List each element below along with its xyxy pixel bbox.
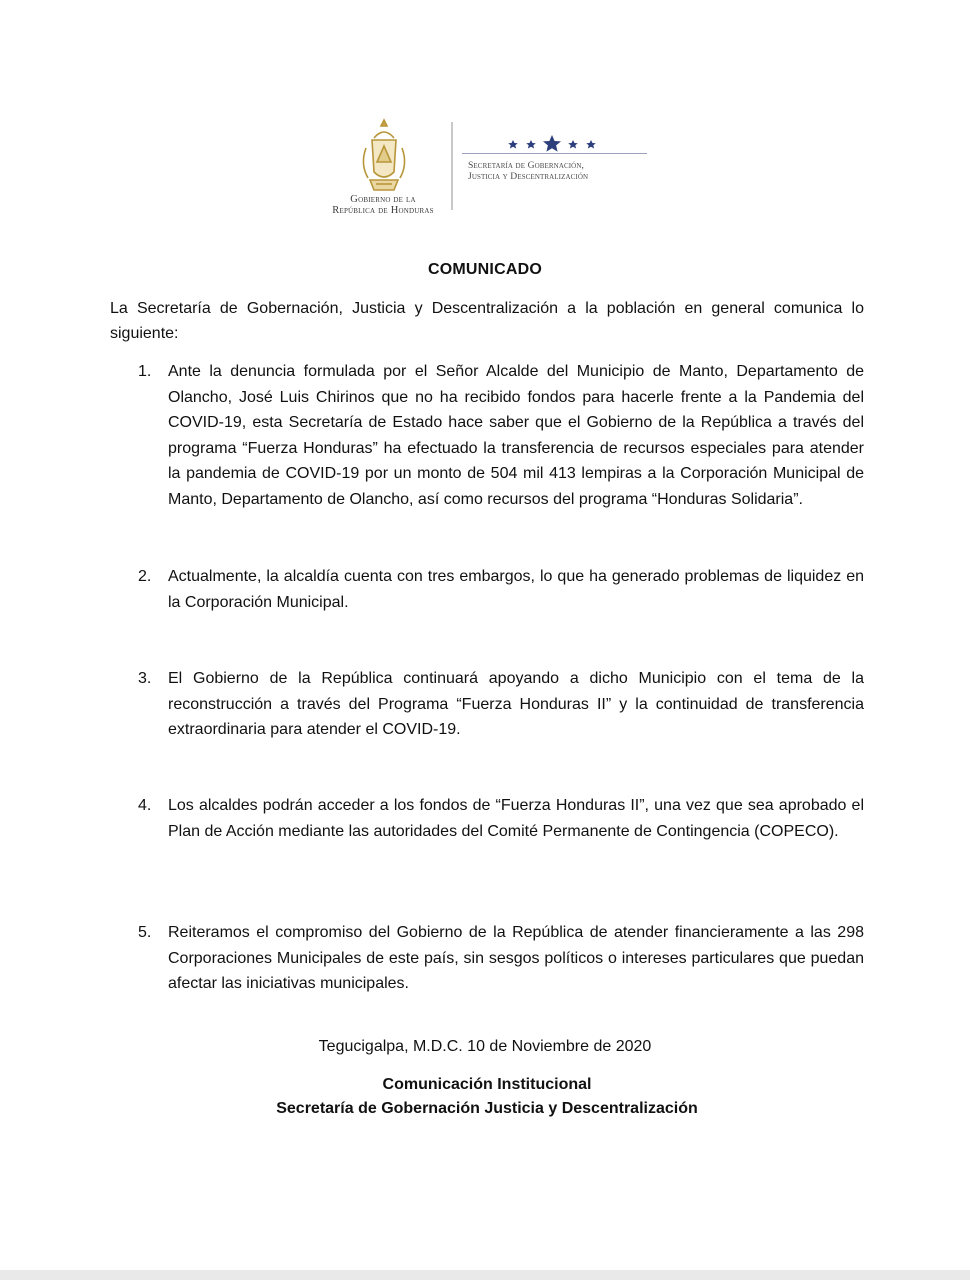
- coat-of-arms-icon: [356, 118, 412, 196]
- government-name: [318, 194, 448, 216]
- letterhead: [318, 110, 658, 220]
- star-icon: [508, 140, 518, 149]
- intro-paragraph: La Secretaría de Gobernación, Justicia y Descentralización a la población en general comunica lo siguiente:: [110, 300, 864, 342]
- stars-icon: [505, 134, 615, 154]
- list-item-number: 5.: [138, 924, 152, 941]
- list-item-text: Actualmente, la alcaldía cuenta con tres embargos, lo que ha generado problemas de liquidez en la Corporación Municipal.: [168, 568, 864, 611]
- list-item-number: 1.: [138, 363, 152, 380]
- signature-line1: Comunicación Institucional: [382, 1076, 592, 1093]
- page-bottom-edge: [0, 1270, 970, 1280]
- star-icon: [586, 140, 596, 149]
- star-icon: [568, 140, 578, 149]
- list-item-text: El Gobierno de la República continuará apoyando a dicho Municipio con el tema de la reconstrucción a través del Programa “Fuerza Honduras II” y la continuidad de transferencia extraordinaria para atender el COVID-19.: [168, 670, 864, 739]
- signature-line2: Secretaría de Gobernación Justicia y Descentralización: [276, 1100, 698, 1117]
- document-title: COMUNICADO: [428, 261, 542, 278]
- letterhead-rule: [462, 153, 647, 154]
- place-date: Tegucigalpa, M.D.C. 10 de Noviembre de 2020: [318, 1038, 652, 1055]
- list-item-number: 3.: [138, 670, 152, 687]
- star-icon: [543, 135, 561, 152]
- gov-name-line2: República de Honduras: [332, 205, 434, 216]
- list-item-text: Ante la denuncia formulada por el Señor Alcalde del Municipio de Manto, Departamento de Olancho, José Luis Chirinos que no ha recibido fondos para hacerle frente a la Pandemia del COVID-19, esta Secretaría de Estado hace saber que el Gobierno de la República a través del programa “Fuerza Honduras” ha efectuado la transferencia de recursos especiales para atender la pandemia de COVID-19 por un monto de 504 mil 413 lempiras a la Corporación Municipal de Manto, Departamento de Olancho, así como recursos del programa “Honduras Solidaria”.: [168, 363, 864, 508]
- sec-name-line1: Secretaría de Gobernación,: [468, 160, 584, 171]
- list-item-number: 2.: [138, 568, 152, 585]
- star-icon: [526, 140, 536, 149]
- list-item-text: Reiteramos el compromiso del Gobierno de la República de atender financieramente a las 298 Corporaciones Municipales de este país, sin sesgos políticos o intereses particulares que puedan afectar las iniciativas municipales.: [168, 924, 864, 993]
- list-item-number: 4.: [138, 797, 152, 814]
- gov-name-line1: Gobierno de la: [350, 194, 416, 205]
- letterhead-divider: [451, 122, 453, 210]
- list-item-text: Los alcaldes podrán acceder a los fondos de “Fuerza Honduras II”, una vez que sea aprobado el Plan de Acción mediante las autoridades del Comité Permanente de Contingencia (COPECO).: [168, 797, 864, 840]
- secretariat-name: [468, 160, 648, 182]
- sec-name-line2: Justicia y Descentralización: [468, 171, 589, 182]
